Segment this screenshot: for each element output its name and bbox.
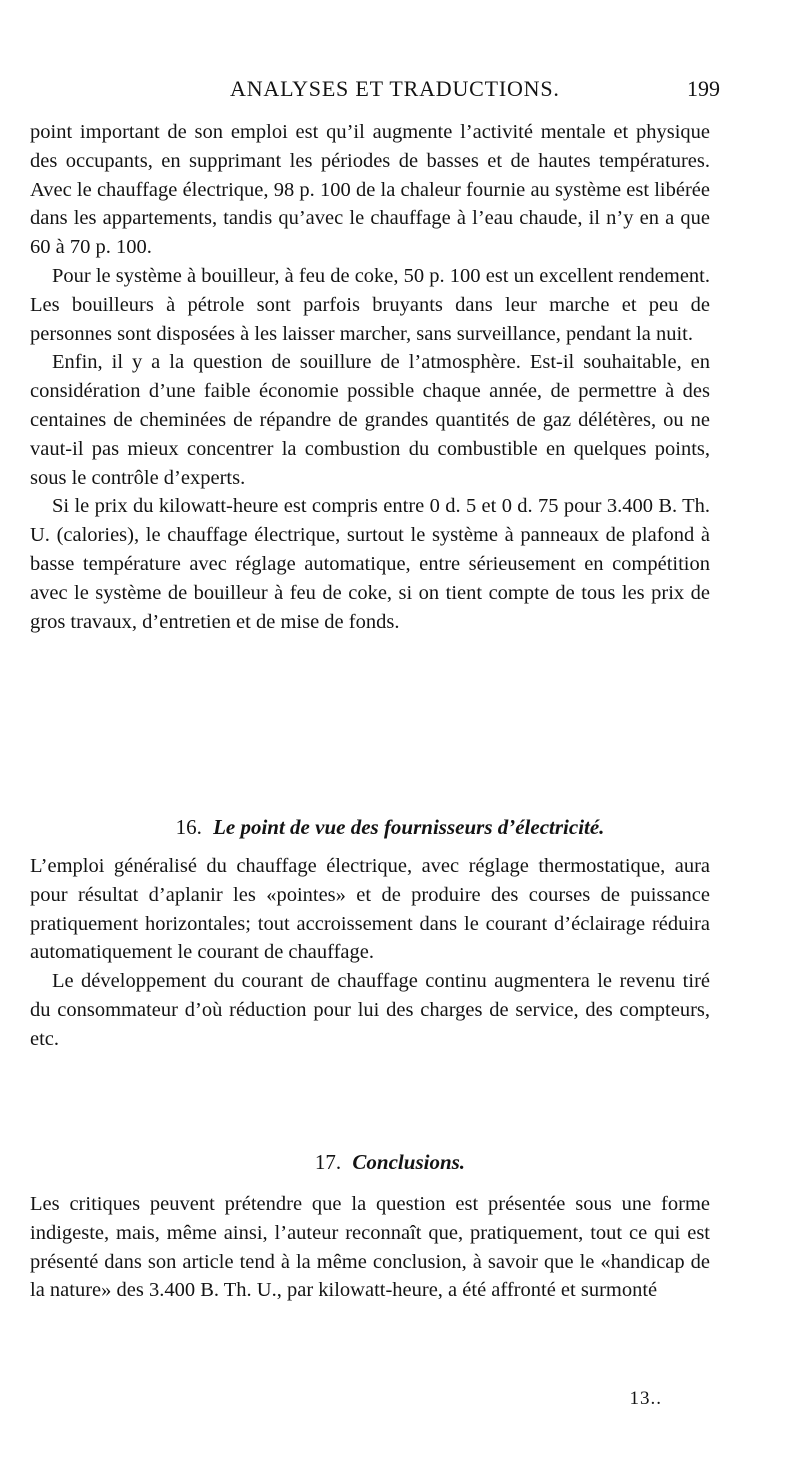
section-17-text-block — [30, 1190, 710, 1305]
paragraph: Enfin, il y a la question de souillure de l’atmosphère. Est-il souhaitable, en considération d’une faible économie possible chaque année, de permettre à des centaines de cheminées de répandre de grandes quantités de gaz délétères, ou ne vaut-il pas mieux concentrer la combustion du combustible en quelques points, sous le contrôle d’experts. — [30, 351, 710, 489]
paragraph: Pour le système à bouilleur, à feu de coke, 50 p. 100 est un excellent rendement. Les bouilleurs à pétrole sont parfois bruyants dans leur marche et peu de personnes sont disposées à les laisser marcher, sans surveillance, pendant la nuit. — [30, 264, 710, 345]
paragraph: Si le prix du kilowatt-heure est compris entre 0 d. 5 et 0 d. 75 pour 3.400 B. Th. U. (calories), le chauffage électrique, surtout le système à panneaux de plafond à basse température avec réglage automatique, entre sérieusement en compétition avec le système de bouilleur à feu de coke, si on tient compte de tous les prix de gros travaux, d’entretien et de mise de fonds. — [30, 495, 710, 633]
intro-text-block — [30, 118, 710, 636]
running-title: ANALYSES ET TRADUCTIONS. — [230, 76, 560, 101]
signature-mark: 13.. — [629, 1388, 662, 1409]
running-head — [30, 76, 720, 106]
section-heading-16 — [0, 815, 790, 840]
paragraph: L’emploi généralisé du chauffage électrique, avec réglage thermostatique, aura pour résultat d’aplanir les «pointes» et de produire des courses de puissance pratiquement horizontales; tout accroissement dans le courant d’éclairage réduira automatiquement le courant de chauffage. — [30, 855, 710, 964]
section-title: Le point de vue des fournisseurs d’électricité. — [213, 815, 605, 839]
paragraph: Les critiques peuvent prétendre que la question est présentée sous une forme indigeste, mais, même ainsi, l’auteur reconnaît que, pratiquement, tout ce qui est présenté dans son article tend à la même conclusion, à savoir que le «handicap de la nature» des 3.400 B. Th. U., par kilowatt-heure, a été affronté et surmonté — [30, 1193, 710, 1302]
section-heading-17 — [0, 1150, 790, 1175]
section-number: 16. — [175, 815, 202, 839]
section-title: Conclusions. — [352, 1150, 466, 1174]
paragraph: point important de son emploi est qu’il augmente l’activité mentale et physique des occupants, en supprimant les périodes de basses et de hautes températures. Avec le chauffage électrique, 98 p. 100 de la chaleur fournie au système est libérée dans les appartements, tandis qu’avec le chauffage à l’eau chaude, il n’y en a que 60 à 70 p. 100. — [30, 121, 710, 259]
section-16-text-block — [30, 852, 710, 1054]
section-number: 17. — [314, 1150, 342, 1174]
page-number: 199 — [687, 76, 720, 101]
paragraph: Le développement du courant de chauffage continu augmentera le revenu tiré du consommateur d’où réduction pour lui des charges de service, des compteurs, etc. — [30, 970, 710, 1050]
